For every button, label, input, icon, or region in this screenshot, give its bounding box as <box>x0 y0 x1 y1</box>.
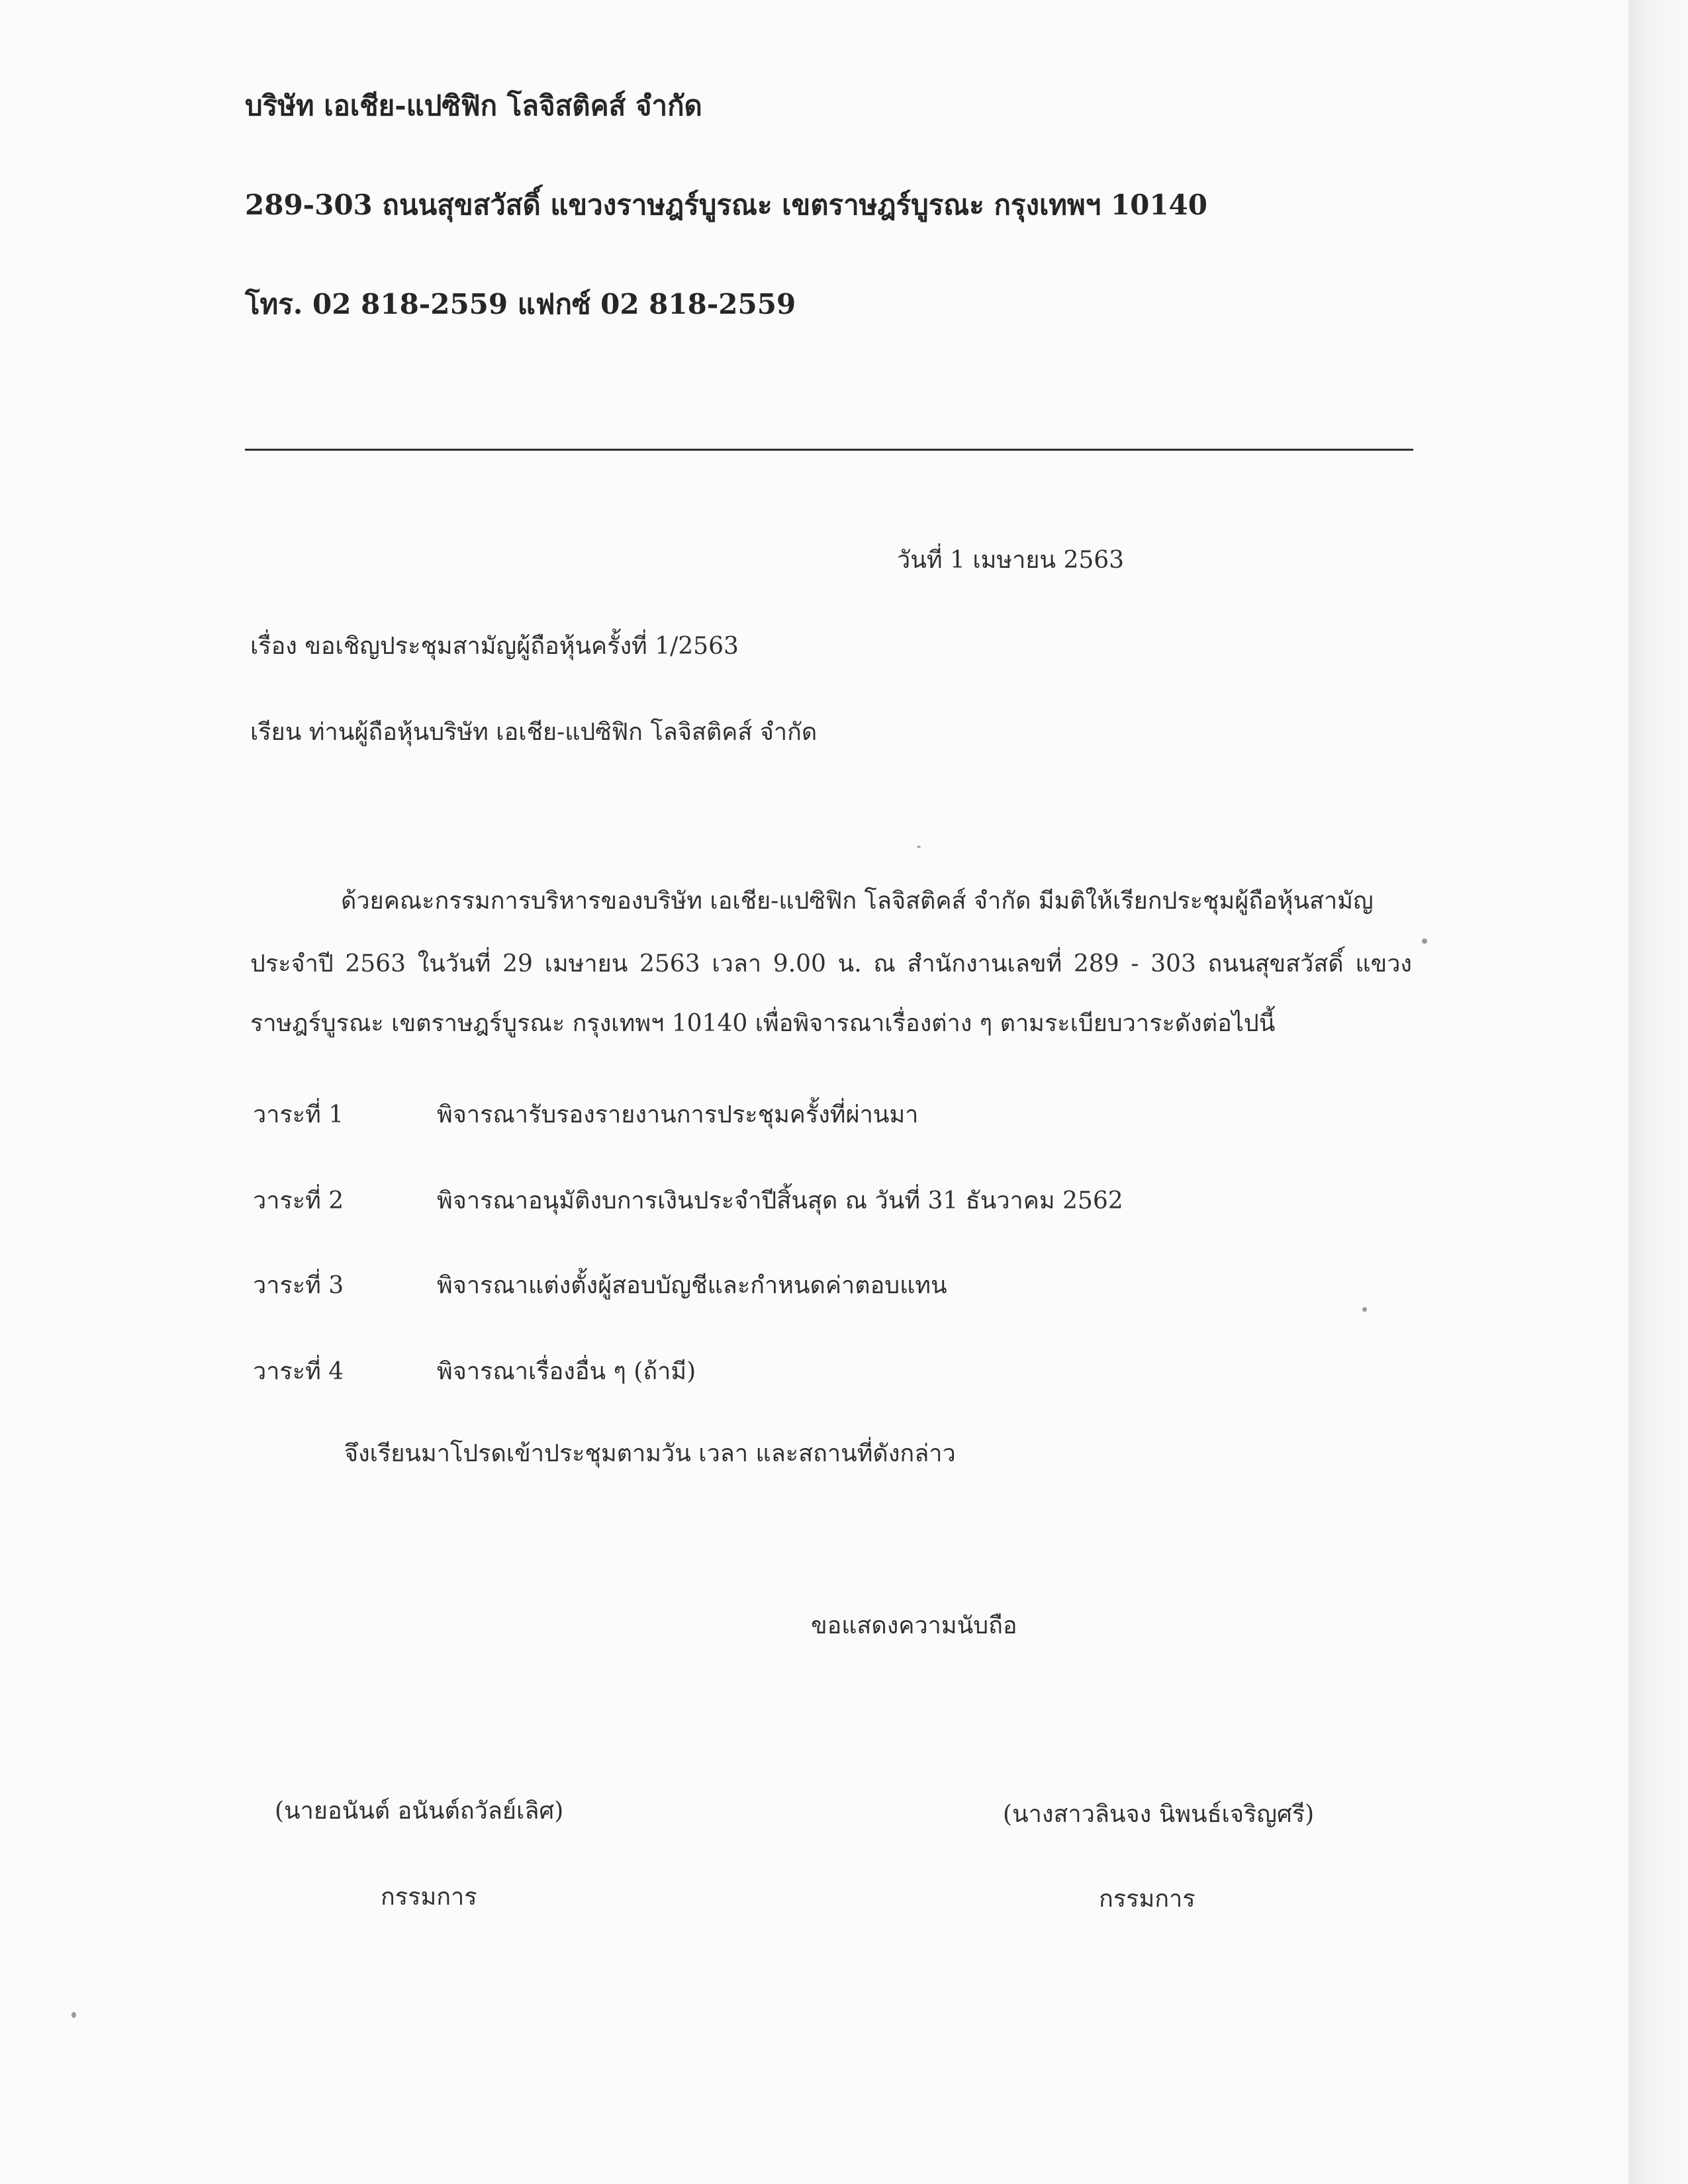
body-paragraph-line-2: ประจำปี 2563 ในวันที่ 29 เมษายน 2563 เวลา 9.00 น. ณ สำนักงานเลขที่ 289 - 303 ถนนสุขสวัสดิ์ แขวง <box>250 950 1412 978</box>
agenda-number: วาระที่ 4 <box>253 1358 344 1385</box>
agenda-description: พิจารณาเรื่องอื่น ๆ (ถ้ามี) <box>437 1358 696 1385</box>
closing-sentence: จึงเรียนมาโปรดเข้าประชุมตามวัน เวลา และสถานที่ดังกล่าว <box>344 1440 956 1467</box>
signatory-title: กรรมการ <box>1099 1886 1196 1913</box>
letterhead-divider <box>245 449 1413 451</box>
agenda-description: พิจารณาอนุมัติงบการเงินประจำปีสิ้นสุด ณ วันที่ 31 ธันวาคม 2562 <box>437 1187 1123 1214</box>
signatory-name: (นางสาวลินจง นิพนธ์เจริญศรี) <box>1003 1801 1315 1828</box>
body-paragraph-line-1: ด้วยคณะกรรมการบริหารของบริษัท เอเชีย-แปซิฟิก โลจิสติคส์ จำกัด มีมติให้เรียกประชุมผู้ถือหุ้นสามัญ <box>341 887 1374 915</box>
signatory-name: (นายอนันต์ อนันต์ถวัลย์เลิศ) <box>275 1797 564 1825</box>
company-contact: โทร. 02 818-2559 แฟกซ์ 02 818-2559 <box>245 288 796 320</box>
scan-speck <box>917 846 921 848</box>
letter-date: วันที่ 1 เมษายน 2563 <box>897 547 1125 574</box>
company-address: 289-303 ถนนสุขสวัสดิ์ แขวงราษฎร์บูรณะ เขตราษฎร์บูรณะ กรุงเทพฯ 10140 <box>245 189 1208 221</box>
signatory-title: กรรมการ <box>381 1884 477 1911</box>
scan-speck <box>71 2012 76 2018</box>
body-paragraph-line-3: ราษฎร์บูรณะ เขตราษฎร์บูรณะ กรุงเทพฯ 10140 เพื่อพิจารณาเรื่องต่าง ๆ ตามระเบียบวาระดังต่อไปนี้ <box>250 1010 1276 1037</box>
scan-speck <box>1362 1307 1367 1312</box>
agenda-number: วาระที่ 2 <box>253 1187 344 1214</box>
complimentary-close: ขอแสดงความนับถือ <box>811 1612 1017 1639</box>
agenda-number: วาระที่ 3 <box>253 1272 344 1299</box>
agenda-description: พิจารณาแต่งตั้งผู้สอบบัญชีและกำหนดค่าตอบแทน <box>437 1272 947 1299</box>
scan-speck <box>1422 938 1427 944</box>
agenda-description: พิจารณารับรองรายงานการประชุมครั้งที่ผ่านมา <box>437 1101 919 1128</box>
letter-subject: เรื่อง ขอเชิญประชุมสามัญผู้ถือหุ้นครั้งที่ 1/2563 <box>250 633 739 660</box>
company-name: บริษัท เอเชีย-แปซิฟิก โลจิสติคส์ จำกัด <box>245 89 702 122</box>
letter-recipient: เรียน ท่านผู้ถือหุ้นบริษัท เอเชีย-แปซิฟิก โลจิสติคส์ จำกัด <box>250 719 818 746</box>
scan-page-edge <box>1628 0 1688 2184</box>
agenda-number: วาระที่ 1 <box>253 1101 344 1128</box>
